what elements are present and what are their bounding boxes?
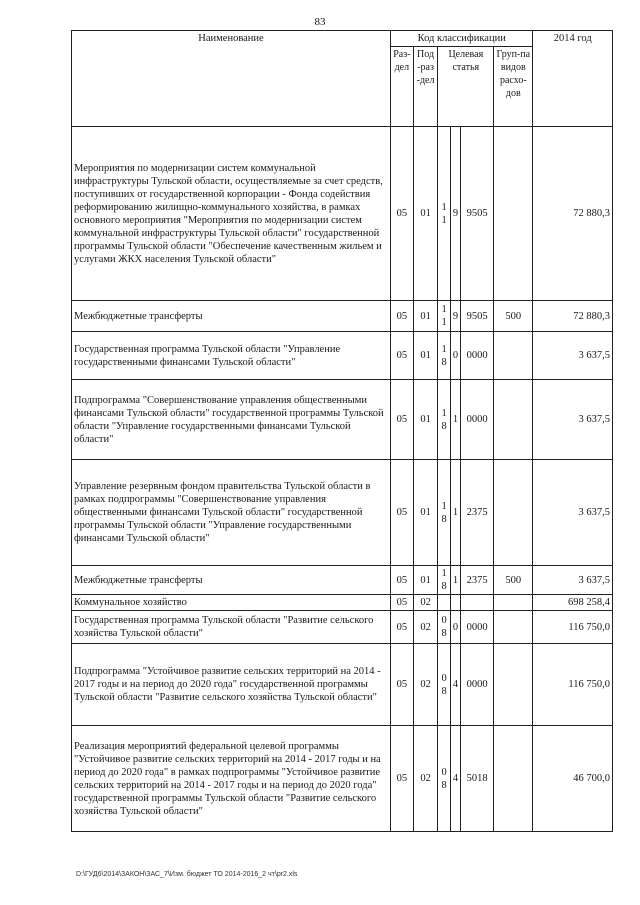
- cell-t3: 9505: [461, 301, 494, 332]
- cell-rz: 05: [390, 595, 413, 611]
- cell-pr: 02: [413, 644, 438, 726]
- cell-pr: 01: [413, 460, 438, 566]
- table-row: [72, 460, 613, 566]
- cell-amount: 3 637,5: [533, 566, 613, 595]
- cell-gr: 500: [494, 301, 533, 332]
- cell-pr: 02: [413, 595, 438, 611]
- cell-t1: 11: [438, 301, 450, 332]
- table-row: [72, 332, 613, 380]
- cell-t2: 4: [450, 726, 460, 832]
- cell-name: Коммунальное хозяйство: [72, 595, 391, 611]
- cell-name: Мероприятия по модернизации систем коммунальной инфраструктуры Тульской области, осуществляемые за счет средств, поступивших от государственной корпорации - Фонда содействия реформированию жилищно-коммунального хозяйства, в рамках основного мероприятия "Мероприятия по модернизации систем коммунальной инфраструктуры Тульской области" государственной программы Тульской области "Обеспечение качественным жильем и услугами ЖКХ населения Тульской области": [72, 127, 391, 301]
- table-row: [72, 644, 613, 726]
- cell-rz: 05: [390, 301, 413, 332]
- cell-t2: 9: [450, 127, 460, 301]
- cell-t2: [450, 595, 460, 611]
- page-number: 83: [314, 16, 326, 28]
- cell-amount: 46 700,0: [533, 726, 613, 832]
- cell-t1: 08: [438, 726, 450, 832]
- cell-t3: 0000: [461, 332, 494, 380]
- cell-amount: 3 637,5: [533, 460, 613, 566]
- cell-pr: 02: [413, 726, 438, 832]
- cell-t2: 0: [450, 611, 460, 644]
- cell-name: Подпрограмма "Совершенствование управления общественными финансами Тульской области" государственной программы Тульской области "Управление государственными финансами Тульской области": [72, 380, 391, 460]
- cell-amount: 116 750,0: [533, 611, 613, 644]
- cell-pr: 02: [413, 611, 438, 644]
- cell-amount: 698 258,4: [533, 595, 613, 611]
- cell-amount: 3 637,5: [533, 332, 613, 380]
- table-row: [72, 611, 613, 644]
- cell-t2: 0: [450, 332, 460, 380]
- cell-t3: 9505: [461, 127, 494, 301]
- table-row: [72, 127, 613, 301]
- cell-t1: 08: [438, 611, 450, 644]
- cell-rz: 05: [390, 566, 413, 595]
- cell-gr: [494, 332, 533, 380]
- header-classification: Код классификации: [390, 31, 532, 47]
- cell-name: Управление резервным фондом правительства Тульской области в рамках подпрограммы "Совершенствование управления общественными финансами Тульской области" государственной программы Тульской области "Управление государственными финансами Тульской области": [72, 460, 391, 566]
- cell-pr: 01: [413, 332, 438, 380]
- cell-t1: 08: [438, 644, 450, 726]
- cell-rz: 05: [390, 726, 413, 832]
- cell-t2: 4: [450, 644, 460, 726]
- cell-t2: 1: [450, 566, 460, 595]
- header-subsection: Под-раз-дел: [413, 47, 438, 127]
- header-target: Целевая статья: [438, 47, 494, 127]
- cell-t1: 11: [438, 127, 450, 301]
- cell-gr: 500: [494, 566, 533, 595]
- cell-gr: [494, 595, 533, 611]
- cell-name: Межбюджетные трансферты: [72, 301, 391, 332]
- cell-pr: 01: [413, 566, 438, 595]
- cell-t1: 18: [438, 380, 450, 460]
- cell-t3: [461, 595, 494, 611]
- cell-gr: [494, 460, 533, 566]
- cell-gr: [494, 611, 533, 644]
- table-row: [72, 595, 613, 611]
- cell-gr: [494, 726, 533, 832]
- cell-t1: 18: [438, 566, 450, 595]
- cell-rz: 05: [390, 332, 413, 380]
- cell-gr: [494, 644, 533, 726]
- cell-name: Реализация мероприятий федеральной целевой программы "Устойчивое развитие сельских территорий на 2014 - 2017 годы и на период до 2020 года" в рамках подпрограммы "Устойчивое развитие сельских территорий на 2014 - 2017 годы и на период до 2020 года" государственной программы Тульской области "Развитие сельского хозяйства Тульской области": [72, 726, 391, 832]
- header-section: Раз-дел: [390, 47, 413, 127]
- table-row: [72, 566, 613, 595]
- cell-name: Государственная программа Тульской области "Развитие сельского хозяйства Тульской области": [72, 611, 391, 644]
- cell-gr: [494, 380, 533, 460]
- cell-t3: 0000: [461, 644, 494, 726]
- cell-rz: 05: [390, 644, 413, 726]
- cell-name: Подпрограмма "Устойчивое развитие сельских территорий на 2014 - 2017 годы и на период до 2020 года" государственной программы Тульской области "Развитие сельского хозяйства Тульской области": [72, 644, 391, 726]
- cell-t1: 18: [438, 460, 450, 566]
- cell-name: Межбюджетные трансферты: [72, 566, 391, 595]
- header-name: Наименование: [72, 31, 391, 127]
- cell-rz: 05: [390, 380, 413, 460]
- cell-name: Государственная программа Тульской области "Управление государственными финансами Тульской области": [72, 332, 391, 380]
- cell-pr: 01: [413, 127, 438, 301]
- cell-gr: [494, 127, 533, 301]
- file-path-footer: D:\ГУД6\2014\ЗАКОН\ЗАС_7\Изм. бюджет ТО 2014-2016_2 чт\pr2.xls: [76, 871, 298, 878]
- cell-t3: 0000: [461, 611, 494, 644]
- header-group: Груп-па видов расхо-дов: [494, 47, 533, 127]
- cell-t2: 1: [450, 380, 460, 460]
- cell-pr: 01: [413, 301, 438, 332]
- header-row: [72, 31, 613, 47]
- cell-amount: 3 637,5: [533, 380, 613, 460]
- cell-amount: 72 880,3: [533, 127, 613, 301]
- cell-t3: 0000: [461, 380, 494, 460]
- budget-table: [71, 30, 613, 832]
- header-year: 2014 год: [533, 31, 613, 127]
- cell-pr: 01: [413, 380, 438, 460]
- cell-t1: [438, 595, 450, 611]
- cell-t3: 2375: [461, 566, 494, 595]
- table-row: [72, 301, 613, 332]
- cell-t2: 1: [450, 460, 460, 566]
- cell-rz: 05: [390, 127, 413, 301]
- table-row: [72, 726, 613, 832]
- cell-rz: 05: [390, 611, 413, 644]
- cell-rz: 05: [390, 460, 413, 566]
- table-row: [72, 380, 613, 460]
- cell-amount: 116 750,0: [533, 644, 613, 726]
- cell-t1: 18: [438, 332, 450, 380]
- cell-t3: 5018: [461, 726, 494, 832]
- cell-amount: 72 880,3: [533, 301, 613, 332]
- cell-t3: 2375: [461, 460, 494, 566]
- cell-t2: 9: [450, 301, 460, 332]
